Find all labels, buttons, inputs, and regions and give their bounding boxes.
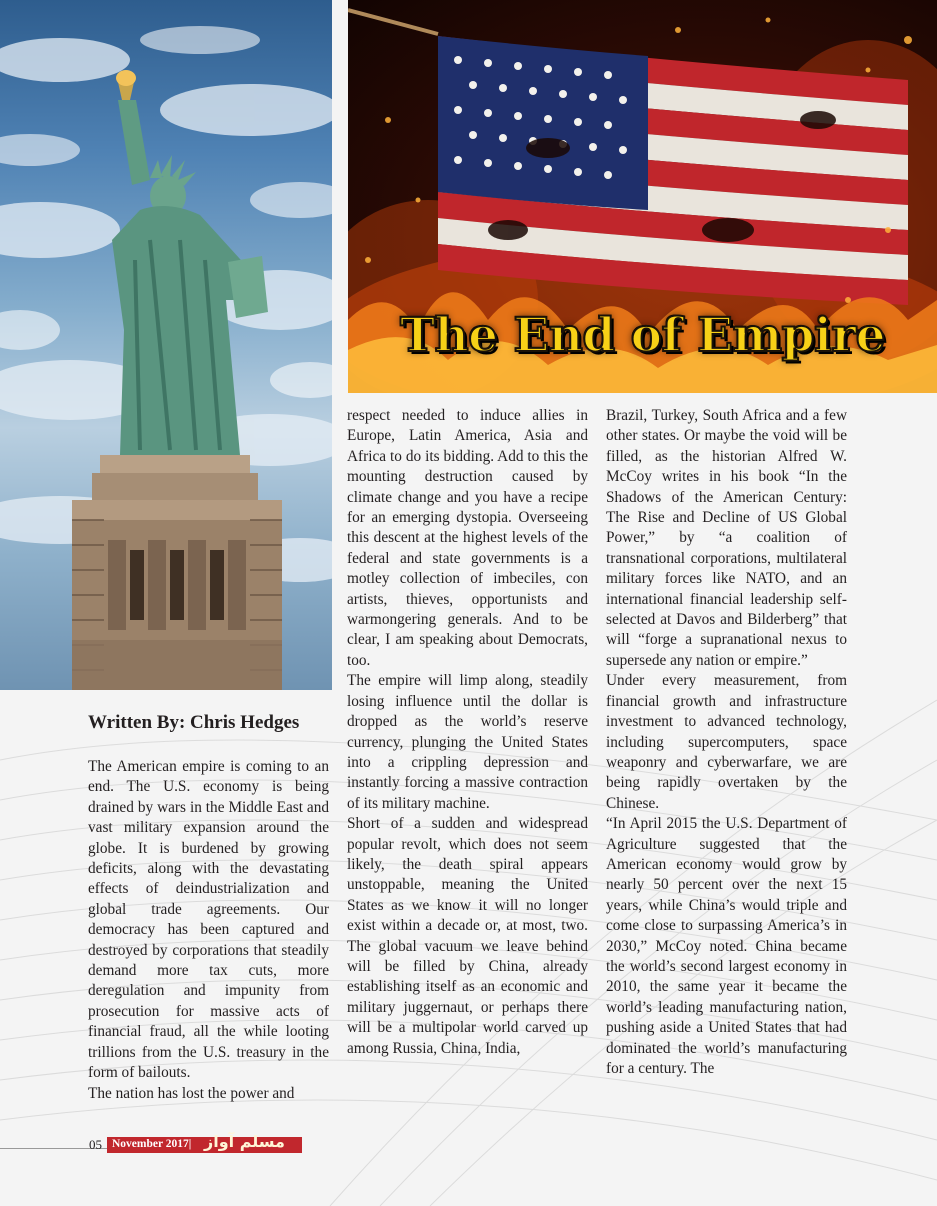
paragraph: respect needed to induce allies in Europe, Latin America, Asia and Africa to do its bidding. Add to this the mounting destruction caused by climate change and you have a recipe for an emerging dystopia. Overseeing this descent at the highest levels of the federal and state governments is a motley collection of imbeciles, con artists, thieves, opportunists and warmongering generals. And to be clear, I am speaking about Democrats, too. — [347, 407, 588, 669]
page-number: 05 — [89, 1137, 102, 1152]
byline: Written By: Chris Hedges — [88, 712, 300, 733]
paragraph: The American empire is coming to an end. The U.S. economy is being drained by wars in the Middle East and vast military expansion around the globe. It is burdened by growing deficits, along with the devastating effects of deindustrialization and global trade agreements. Our democracy has been captured and destroyed by corporations that steadily demand more tax cuts, more deregulation and impunity from prosecution for massive acts of financial fraud, all the while looting trillions from the U.S. treasury in the form of bailouts. — [88, 758, 329, 1082]
paragraph: “In April 2015 the U.S. Department of Agriculture suggested that the American economy would grow by nearly 50 percent over the next 15 years, while China’s would triple and come close to surpassing America’s in 2030,” McCoy noted. China became the world’s second largest economy in 2010, the same year it became the world’s leading manufacturing nation, pushing aside a United States that had dominated the world’s manufacturing for a century. The — [606, 815, 847, 1077]
magazine-logo: مسلم آواز — [204, 1132, 285, 1151]
paragraph: Under every measurement, from financial growth and infrastructure investment to advanced technology, including supercomputers, space weaponry and cyberwarfare, we are being rapidly overtaken by the Chinese. — [606, 672, 847, 812]
paragraph: The empire will limp along, steadily losing influence until the dollar is dropped as the world’s reserve currency, plunging the United States into a crippling depression and instantly forcing a massive contraction of its military machine. — [347, 672, 588, 812]
paragraph: The nation has lost the power and — [88, 1084, 295, 1102]
article-column-2 — [347, 406, 588, 1059]
paragraph: Short of a sudden and widespread popular revolt, which does not seem likely, the death spiral appears unstoppable, meaning the United States as we know it will no longer exist within a decade or, at most, two. The global vacuum we leave behind will be filled by China, already establishing itself as an economic and military juggernaut, or perhaps there will be a multipolar world carved up among Russia, China, India, — [347, 815, 588, 1057]
article-headline: The End of Empire — [400, 308, 885, 363]
statue-of-liberty-photo — [0, 0, 332, 690]
paragraph: Brazil, Turkey, South Africa and a few other states. Or maybe the void will be filled, as the historian Alfred W. McCoy writes in his book “In the Shadows of the American Century: The Rise and Decline of US Global Power,” by “a coalition of transnational corporations, multilateral military forces like NATO, and an international financial leadership self-selected at Davos and Bilderberg” that will “forge a supranational nexus to supersede any nation or empire.” — [606, 407, 847, 669]
issue-date: November 2017| — [112, 1138, 192, 1150]
article-column-1 — [88, 757, 329, 1104]
article-column-3 — [606, 406, 847, 1079]
